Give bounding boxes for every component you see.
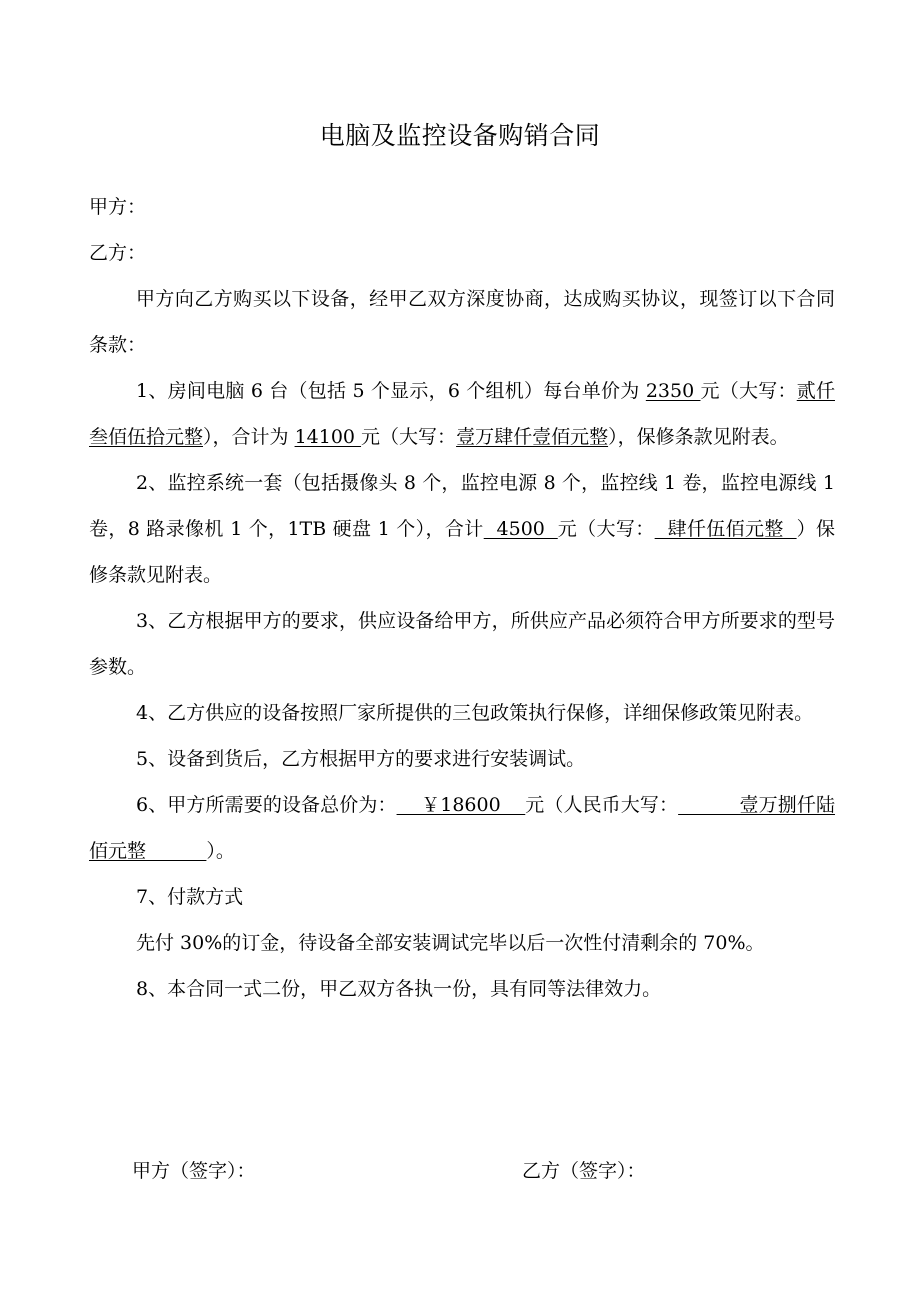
computer-total-capital: 壹万肆仟壹佰元整: [456, 426, 609, 448]
monitoring-total-capital: 肆仟伍佰元整: [654, 518, 797, 540]
party-a-line: 甲方：: [89, 196, 147, 218]
unit-price-capital: 贰仟叁佰伍拾元整: [89, 380, 835, 448]
clause-6-text-1: 6、甲方所需要的设备总价为：: [136, 794, 397, 816]
monitoring-total-value: 4500: [483, 518, 558, 540]
clause-1-text-1: 1、房间电脑 6 台（包括 5 个显示，6 个组机）每台单价为: [136, 380, 646, 402]
clause-1-text-3: ），合计为: [203, 426, 295, 448]
clause-2-text-1: 2、监控系统一套（包括摄像头 8 个，监控电源 8 个，监控线 1 卷，监控电源线 1 卷，8 路录像机 1 个，1TB 硬盘 1 个），合计: [89, 472, 835, 540]
grand-total-value: ￥18600: [396, 794, 526, 816]
clause-4: 4、乙方供应的设备按照厂家所提供的三包政策执行保修，详细保修政策见附表。: [136, 702, 814, 724]
party-b-signature-label: 乙方（签字）：: [522, 1160, 646, 1182]
grand-total-capital: 壹万捌仟陆佰元整: [89, 794, 835, 862]
clause-1-text-4: 元（大写：: [361, 426, 457, 448]
clause-6-text-2: 元（人民币大写：: [525, 794, 679, 816]
clause-1-text-5: ），保修条款见附表。: [608, 426, 789, 448]
intro-paragraph: 甲方向乙方购买以下设备，经甲乙双方深度协商，达成购买协议，现签订以下合同条款：: [89, 288, 835, 356]
clause-3: 3、乙方根据甲方的要求，供应设备给甲方，所供应产品必须符合甲方所要求的型号参数。: [89, 610, 835, 678]
party-a-signature-label: 甲方（签字）：: [132, 1160, 256, 1182]
clause-5: 5、设备到货后，乙方根据甲方的要求进行安装调试。: [136, 748, 586, 770]
unit-price-value: 2350: [645, 380, 701, 402]
clause-7-text: 先付 30%的订金，待设备全部安装调试完毕以后一次性付清剩余的 70%。: [136, 932, 765, 954]
computer-total-value: 14100: [294, 426, 362, 448]
clause-1-text-2: 元（大写：: [700, 380, 797, 402]
clause-7-heading: 7、付款方式: [136, 886, 244, 908]
clause-1: [89, 368, 835, 460]
clause-2: [89, 460, 835, 598]
clause-2-text-2: 元（大写：: [557, 518, 655, 540]
clause-8: 8、本合同一式二份，甲乙双方各执一份，具有同等法律效力。: [136, 978, 662, 1000]
contract-title: 电脑及监控设备购销合同: [319, 121, 601, 150]
contract-body: [89, 184, 835, 1012]
party-b-line: 乙方：: [89, 242, 147, 264]
clause-6: [89, 782, 835, 874]
clause-2-text-3: ）保修条款见附表。: [89, 518, 835, 586]
clause-6-text-3: ）。: [206, 840, 235, 862]
